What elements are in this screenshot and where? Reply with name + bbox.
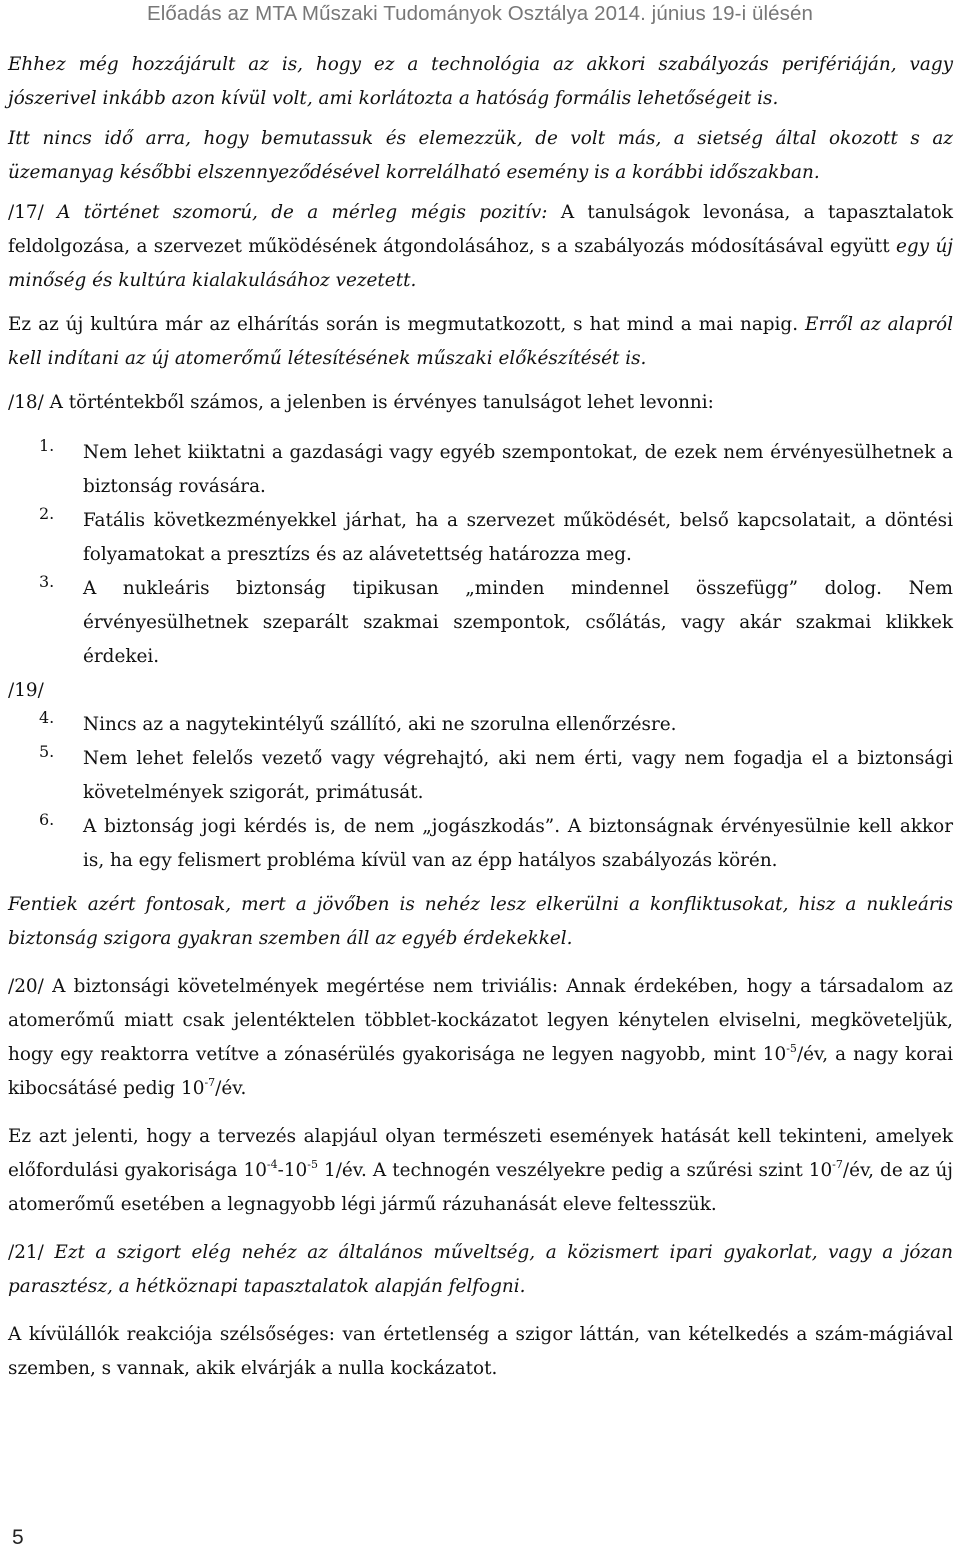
list-item-text: A biztonság jogi kérdés is, de nem „jogászkodás”. A biztonságnak érvényesülnie kell akkor is, ha egy felismert probléma kívül van az épp hatályos szabályozás körén. (83, 816, 953, 871)
list-item (8, 572, 953, 674)
list-item-text: Nincs az a nagytekintélyű szállító, aki ne szorulna ellenőrzésre. (83, 714, 677, 735)
exponent: -7 (832, 1158, 843, 1171)
list-item (8, 436, 953, 504)
paragraph-2: Itt nincs idő arra, hogy bemutassuk és elemezzük, de volt más, a sietség által okozott s az üzemanyag későbbi elszennyeződésével korrelálható esemény is a korábbi időszakban. (8, 128, 953, 183)
paragraph-reactions: A kívülállók reakciója szélsőséges: van értetlenség a szigor láttán, van kételkedés a szám-mágiával szemben, s vannak, akik elvárják a nulla kockázatot. (8, 1324, 953, 1379)
paragraph-text: /év, de az új atomerőmű esetében a legnagyobb légi jármű rázuhanását eleve feltesszük. (8, 1160, 953, 1215)
paragraph-17 (8, 196, 953, 298)
page-number: 5 (12, 1526, 24, 1549)
exponent: -5 (307, 1158, 318, 1171)
list-item-text: Nem lehet kiiktatni a gazdasági vagy egyéb szempontokat, de ezek nem érvényesülhetnek a biztonság rovására. (83, 442, 953, 497)
paragraph-text: Ezt a szigort elég nehéz az általános műveltség, a közismert ipari gyakorlat, vagy a józan parasztész, a hétköznapi tapasztalatok alapján felfogni. (8, 1242, 953, 1297)
list-item-text: Nem lehet felelős vezető vagy végrehajtó, aki nem érti, vagy nem fogadja el a biztonsági követelmények szigorát, primátusát. (83, 748, 953, 803)
paragraph-text: Ez az új kultúra már az elhárítás során is megmutatkozott, s hat mind a mai napig. (8, 314, 806, 335)
paragraph-text: /20/ A biztonsági követelmények megértése nem triviális: Annak érdekében, hogy a társadalom az atomerőmű miatt csak jelentéktelen többlet-kockázatot legyen kénytelen elviselni, megköveteljük, hogy egy reaktorra vetítve a zónasérülés gyakorisága ne legyen nagyobb, mint 10 (8, 976, 953, 1065)
list-item (8, 742, 953, 810)
list-number: 4. (39, 708, 55, 727)
paragraph-18: /18/ A történtekből számos, a jelenben is érvényes tanulságot lehet levonni: (8, 392, 714, 413)
paragraph-20 (8, 970, 953, 1106)
section-marker-19: /19/ (8, 680, 44, 701)
italic-lead: A történet szomorú, de a mérleg mégis pozitív: (57, 202, 548, 223)
lessons-list-2 (8, 708, 953, 878)
list-item (8, 708, 953, 742)
italic-conclusion: Erről az alapról kell indítani az új atomerőmű létesítésének műszaki előkészítését is. (8, 314, 953, 369)
section-marker-17: /17/ (8, 202, 58, 223)
exponent: -4 (266, 1158, 278, 1171)
list-number: 6. (39, 810, 55, 829)
paragraph-21 (8, 1236, 953, 1304)
paragraph-culture (8, 308, 953, 376)
section-marker-21: /21/ (8, 1242, 55, 1263)
list-number: 3. (39, 572, 55, 591)
list-number: 1. (39, 436, 55, 455)
list-item (8, 504, 953, 572)
paragraph-1: Ehhez még hozzájárult az is, hogy ez a technológia az akkori szabályozás perifériáján, vagy jószerivel inkább azon kívül volt, ami korlátozta a hatóság formális lehetőségeit is. (8, 54, 953, 109)
list-item (8, 810, 953, 878)
paragraph-design-basis (8, 1120, 953, 1222)
running-header: Előadás az MTA Műszaki Tudományok Osztálya 2014. június 19-i ülésén (146, 2, 814, 25)
list-item-text: A nukleáris biztonság tipikusan „minden mindennel összefügg” dolog. Nem érvényesülhetnek szeparált szakmai szempontok, csőlátás, vagy akár szakmai klikkek érdekei. (83, 578, 953, 667)
exponent: -5 (786, 1042, 797, 1055)
paragraph-text: /év, a nagy korai kibocsátásé pedig 10 (8, 1044, 953, 1099)
italic-tail: egy új minőség és kultúra kialakulásához vezetett. (8, 236, 953, 291)
paragraph-text: -10 (277, 1160, 308, 1181)
paragraph-text: /év. (215, 1078, 247, 1099)
page-body (8, 48, 953, 1386)
list-number: 2. (39, 504, 55, 523)
paragraph-text: A tanulságok levonása, a tapasztalatok feldolgozása, a szervezet működésének átgondolásához, s a szabályozás módosításával együtt (8, 202, 954, 257)
exponent: -7 (204, 1076, 216, 1089)
lessons-list-1 (8, 436, 953, 674)
paragraph-text: Ez azt jelenti, hogy a tervezés alapjául olyan természeti események hatását kell tekinteni, amelyek előfordulási gyakorisága 10 (8, 1126, 953, 1181)
list-item-text: Fatális következményekkel járhat, ha a szervezet működését, belső kapcsolatait, a döntési folyamatokat a presztízs és az alávetettség határozza meg. (83, 510, 953, 565)
paragraph-text: 1/év. A technogén veszélyekre pedig a szűrési szint 10 (317, 1160, 833, 1181)
paragraph-importance: Fentiek azért fontosak, mert a jövőben is nehéz lesz elkerülni a konfliktusokat, hisz a nukleáris biztonság szigora gyakran szemben áll az egyéb érdekekkel. (8, 894, 953, 949)
list-number: 5. (39, 742, 55, 761)
